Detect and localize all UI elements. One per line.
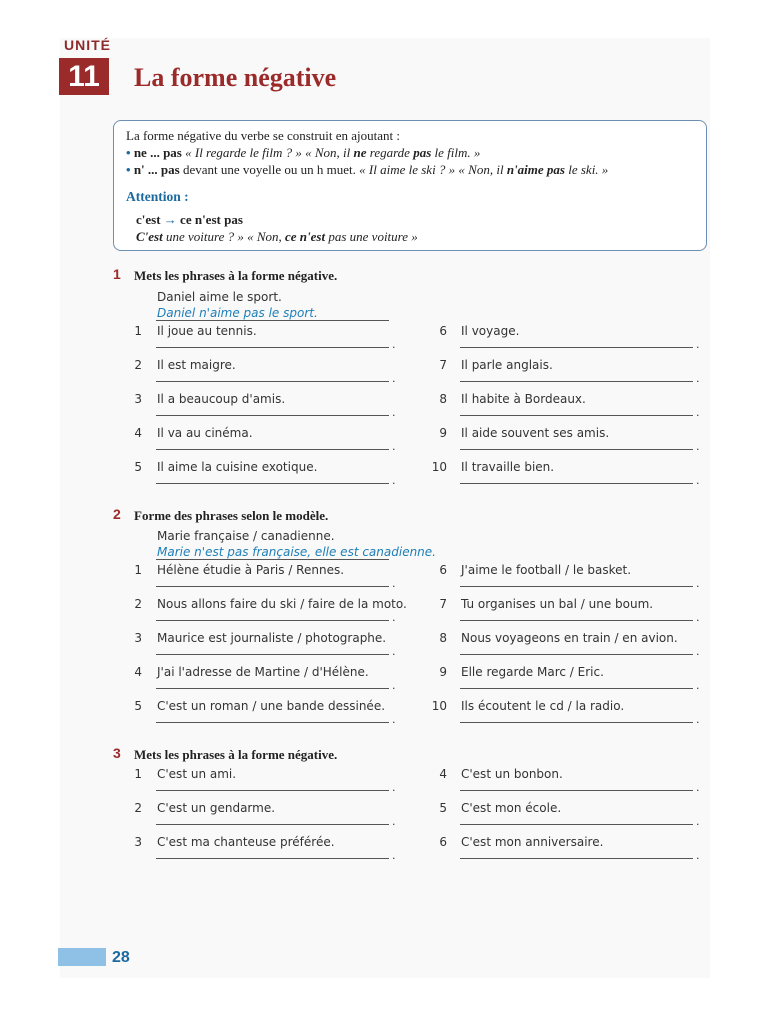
item-number: 9	[439, 665, 447, 679]
exercise-2-title: Forme des phrases selon le modèle.	[134, 508, 329, 523]
item-number: 10	[431, 460, 447, 474]
item-prompt: C'est un ami.	[157, 767, 237, 781]
period-mark: .	[696, 611, 700, 624]
rule-form-ne-pas: ne ... pas	[133, 145, 182, 160]
item-number: 4	[439, 767, 447, 781]
answer-line[interactable]	[460, 449, 693, 450]
period-mark: .	[696, 679, 700, 692]
item-number: 4	[134, 426, 142, 440]
rule-example-pas: pas	[546, 162, 565, 177]
attention-label: Attention :	[126, 189, 189, 204]
bullet-icon: •	[126, 145, 131, 160]
period-mark: .	[392, 406, 396, 419]
model-underline	[156, 559, 389, 560]
item-prompt: Hélène étudie à Paris / Rennes.	[157, 563, 345, 577]
item-number: 8	[439, 392, 447, 406]
period-mark: .	[392, 372, 396, 385]
unit-number-badge: 11	[59, 58, 109, 95]
rule-example-part: regarde	[366, 145, 414, 160]
answer-line[interactable]	[156, 688, 389, 689]
answer-line[interactable]	[156, 654, 389, 655]
item-prompt: C'est ma chanteuse préférée.	[157, 835, 335, 849]
page-title: La forme négative	[134, 63, 337, 92]
answer-line[interactable]	[156, 586, 389, 587]
period-mark: .	[696, 645, 700, 658]
item-prompt: Nous voyageons en train / en avion.	[461, 631, 678, 645]
item-prompt: C'est mon anniversaire.	[461, 835, 604, 849]
item-number: 3	[134, 631, 142, 645]
period-mark: .	[392, 474, 396, 487]
period-mark: .	[392, 440, 396, 453]
exercise-1-model-question: Daniel aime le sport.	[157, 290, 282, 304]
item-number: 5	[134, 699, 142, 713]
answer-line[interactable]	[156, 858, 389, 859]
period-mark: .	[392, 713, 396, 726]
attention-example-part: une voiture ? » « Non,	[162, 229, 286, 244]
arrow-right-icon: →	[163, 212, 177, 227]
item-number: 5	[134, 460, 142, 474]
answer-line[interactable]	[156, 449, 389, 450]
exercise-1-number: 1	[113, 266, 121, 282]
rule-example-naime: n'aime	[506, 162, 544, 177]
period-mark: .	[696, 474, 700, 487]
unit-label: UNITÉ	[64, 37, 111, 53]
item-prompt: Ils écoutent le cd / la radio.	[461, 699, 625, 713]
answer-line[interactable]	[460, 620, 693, 621]
item-prompt: C'est un gendarme.	[157, 801, 276, 815]
attention-example-part: ce n'est	[285, 229, 326, 244]
item-prompt: J'ai l'adresse de Martine / d'Hélène.	[157, 665, 369, 679]
answer-line[interactable]	[156, 620, 389, 621]
item-number: 2	[134, 358, 142, 372]
period-mark: .	[696, 815, 700, 828]
item-prompt: J'aime le football / le basket.	[461, 563, 632, 577]
item-prompt: Il joue au tennis.	[157, 324, 257, 338]
period-mark: .	[696, 338, 700, 351]
item-number: 1	[134, 324, 142, 338]
item-number: 3	[134, 835, 142, 849]
item-prompt: Maurice est journaliste / photographe.	[157, 631, 387, 645]
item-prompt: Il est maigre.	[157, 358, 236, 372]
item-number: 7	[439, 597, 447, 611]
item-prompt: Il va au cinéma.	[157, 426, 253, 440]
period-mark: .	[696, 713, 700, 726]
answer-line[interactable]	[460, 722, 693, 723]
model-underline	[156, 320, 389, 321]
attention-example-part: pas une voiture »	[325, 229, 418, 244]
item-number: 10	[431, 699, 447, 713]
item-number: 2	[134, 597, 142, 611]
answer-line[interactable]	[460, 654, 693, 655]
item-prompt: Il aide souvent ses amis.	[461, 426, 610, 440]
exercise-1-model-answer: Daniel n'aime pas le sport.	[157, 306, 318, 320]
item-prompt: Il habite à Bordeaux.	[461, 392, 586, 406]
grammar-rule-box	[113, 120, 707, 251]
item-number: 9	[439, 426, 447, 440]
item-number: 1	[134, 563, 142, 577]
item-prompt: Tu organises un bal / une boum.	[461, 597, 654, 611]
period-mark: .	[392, 781, 396, 794]
answer-line[interactable]	[460, 824, 693, 825]
page-number: 28	[112, 949, 130, 966]
item-number: 2	[134, 801, 142, 815]
rule-example-pas: pas	[413, 145, 432, 160]
period-mark: .	[392, 577, 396, 590]
rule-example-part: « Il aime le ski ? » « Non, il	[359, 162, 507, 177]
item-prompt: Il voyage.	[461, 324, 520, 338]
rule-example-part: « Il regarde le film ? » « Non, il	[185, 145, 354, 160]
exercise-3-title: Mets les phrases à la forme négative.	[134, 747, 338, 762]
period-mark: .	[392, 815, 396, 828]
answer-line[interactable]	[156, 381, 389, 382]
exercise-2-model-question: Marie française / canadienne.	[157, 529, 335, 543]
item-number: 8	[439, 631, 447, 645]
rule-example-part: le ski. »	[564, 162, 609, 177]
answer-line[interactable]	[460, 586, 693, 587]
answer-line[interactable]	[460, 858, 693, 859]
item-prompt: Il parle anglais.	[461, 358, 553, 372]
item-prompt: Il aime la cuisine exotique.	[157, 460, 318, 474]
item-prompt: Il travaille bien.	[461, 460, 555, 474]
period-mark: .	[696, 577, 700, 590]
answer-line[interactable]	[460, 483, 693, 484]
answer-line[interactable]	[156, 415, 389, 416]
attention-rule	[136, 212, 243, 228]
period-mark: .	[392, 611, 396, 624]
answer-line[interactable]	[156, 790, 389, 791]
rule-intro: La forme négative du verbe se construit en ajoutant :	[126, 128, 400, 143]
period-mark: .	[696, 406, 700, 419]
item-prompt: Elle regarde Marc / Eric.	[461, 665, 604, 679]
period-mark: .	[392, 679, 396, 692]
item-number: 3	[134, 392, 142, 406]
answer-line[interactable]	[156, 824, 389, 825]
answer-line[interactable]	[156, 722, 389, 723]
answer-line[interactable]	[460, 790, 693, 791]
answer-line[interactable]	[156, 483, 389, 484]
exercise-1-title: Mets les phrases à la forme négative.	[134, 268, 338, 283]
exercise-2-model-answer: Marie n'est pas française, elle est canadienne.	[157, 545, 436, 559]
item-prompt: C'est mon école.	[461, 801, 562, 815]
period-mark: .	[392, 849, 396, 862]
answer-line[interactable]	[460, 415, 693, 416]
answer-line[interactable]	[460, 347, 693, 348]
rule-bullet-1	[126, 145, 480, 161]
exercise-2-number: 2	[113, 506, 121, 522]
attention-cenestpas: ce n'est pas	[180, 212, 243, 227]
answer-line[interactable]	[156, 347, 389, 348]
rule-example-ne: ne	[353, 145, 367, 160]
item-prompt: Nous allons faire du ski / faire de la moto.	[157, 597, 407, 611]
rule-bullet-2-text: devant une voyelle ou un h muet.	[179, 162, 360, 177]
period-mark: .	[696, 372, 700, 385]
item-prompt: C'est un bonbon.	[461, 767, 563, 781]
item-number: 6	[439, 324, 447, 338]
answer-line[interactable]	[460, 381, 693, 382]
item-number: 7	[439, 358, 447, 372]
attention-cest: c'est	[136, 212, 161, 227]
answer-line[interactable]	[460, 688, 693, 689]
period-mark: .	[392, 338, 396, 351]
footer-bar	[58, 948, 106, 966]
attention-example	[136, 229, 418, 245]
period-mark: .	[392, 645, 396, 658]
item-number: 6	[439, 563, 447, 577]
period-mark: .	[696, 440, 700, 453]
item-number: 1	[134, 767, 142, 781]
rule-example-part: le film. »	[431, 145, 481, 160]
bullet-icon: •	[126, 162, 131, 177]
item-number: 5	[439, 801, 447, 815]
period-mark: .	[696, 781, 700, 794]
item-prompt: C'est un roman / une bande dessinée.	[157, 699, 386, 713]
period-mark: .	[696, 849, 700, 862]
item-prompt: Il a beaucoup d'amis.	[157, 392, 286, 406]
rule-bullet-2	[126, 162, 608, 178]
rule-form-n-pas: n' ... pas	[133, 162, 180, 177]
attention-example-part: C'est	[136, 229, 163, 244]
item-number: 4	[134, 665, 142, 679]
item-number: 6	[439, 835, 447, 849]
exercise-3-number: 3	[113, 745, 121, 761]
